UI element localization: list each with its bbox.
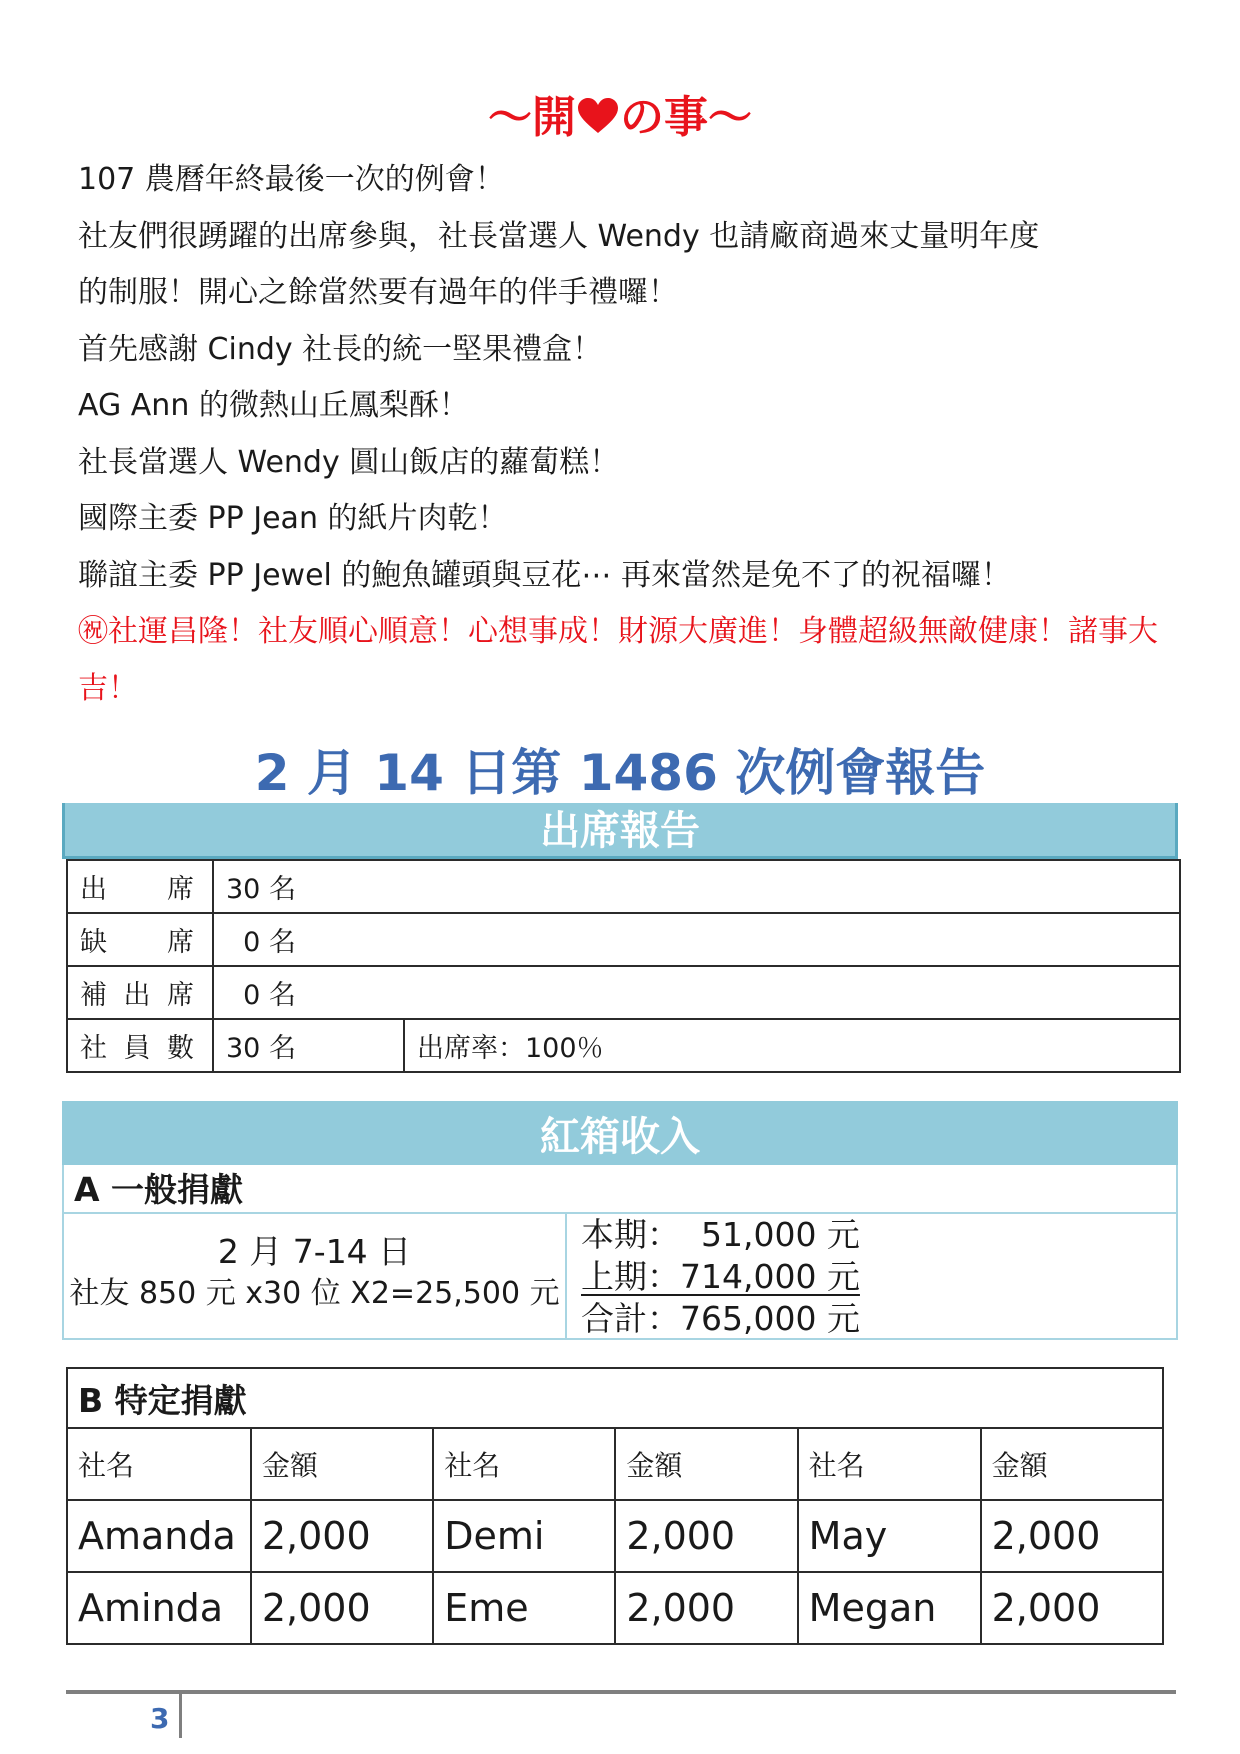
attendance-label: 社 員 數 [67, 1019, 213, 1072]
table-row [67, 1572, 1163, 1644]
attendance-value: 30 名 [213, 860, 1180, 913]
table-row [67, 966, 1180, 1019]
attendance-label: 補 出 席 [67, 966, 213, 1019]
donation-amount: 2,000 [615, 1572, 797, 1644]
title-left: ～開 [488, 92, 576, 143]
donation-amount: 2,000 [981, 1500, 1163, 1572]
attendance-value: 30 名 [213, 1019, 404, 1072]
paragraph-line: 社友們很踴躍的出席參與，社長當選人 Wendy 也請廠商過來丈量明年度 [78, 218, 1040, 254]
column-header: 社名 [67, 1428, 251, 1500]
attendance-header: 出席報告 [62, 803, 1178, 859]
donor-name: May [798, 1500, 981, 1572]
table-row [67, 1019, 1180, 1072]
attendance-label: 出 席 [67, 860, 213, 913]
previous-period-amount: 上期：714,000 元 [581, 1257, 860, 1296]
paragraph-line: 107 農曆年終最後一次的例會！ [78, 162, 505, 197]
paragraph-line: 聯誼主委 PP Jewel 的鮑魚罐頭與豆花⋯ 再來當然是免不了的祝福囉！ [78, 557, 1011, 593]
column-header: 金額 [615, 1428, 797, 1500]
specific-donation-table [66, 1367, 1164, 1645]
donation-date: 2 月 7-14 日 [217, 1232, 412, 1271]
report-title: 2 月 14 日第 1486 次例會報告 [254, 744, 986, 802]
page-number: 3 [150, 1702, 170, 1735]
column-header: 金額 [981, 1428, 1163, 1500]
donor-name: Eme [433, 1572, 615, 1644]
table-header-row [67, 1428, 1163, 1500]
specific-donation-title: B 特定捐獻 [67, 1368, 1163, 1428]
paragraph-line: 社長當選人 Wendy 圓山飯店的蘿蔔糕！ [78, 444, 620, 480]
footer-divider [66, 1690, 1176, 1694]
donor-name: Megan [798, 1572, 981, 1644]
donation-calculation: 社友 850 元 x30 位 X2=25,500 元 [69, 1276, 560, 1311]
donation-totals [581, 1214, 860, 1340]
donation-amount: 2,000 [615, 1500, 797, 1572]
table-row [67, 860, 1180, 913]
column-header: 金額 [251, 1428, 433, 1500]
attendance-rate: 出席率：100％ [404, 1019, 1180, 1072]
donor-name: Demi [433, 1500, 615, 1572]
table-row [67, 913, 1180, 966]
donation-amount: 2,000 [251, 1572, 433, 1644]
donation-amount: 2,000 [251, 1500, 433, 1572]
general-donation-title: A 一般捐獻 [64, 1165, 1176, 1214]
red-box-header: 紅箱收入 [62, 1101, 1178, 1165]
attendance-label: 缺 席 [67, 913, 213, 966]
donation-period [64, 1214, 567, 1338]
heart-icon [578, 90, 618, 150]
paragraph-line: 國際主委 PP Jean 的紙片肉乾！ [78, 501, 508, 536]
attendance-table [66, 859, 1181, 1073]
donation-amount: 2,000 [981, 1572, 1163, 1644]
page-number-divider [179, 1694, 182, 1738]
blessing-text: ㊗社運昌隆！社友順心順意！心想事成！財源大廣進！身體超級無敵健康！諸事大吉！ [78, 614, 1158, 706]
title-right: の事～ [620, 92, 752, 143]
table-row [67, 1500, 1163, 1572]
donor-name: Amanda [67, 1500, 251, 1572]
article-body [78, 152, 1168, 717]
page-title [0, 88, 1240, 150]
paragraph-line: 的制服！開心之餘當然要有過年的伴手禮囉！ [78, 275, 678, 310]
paragraph-line: AG Ann 的微熱山丘鳳梨酥！ [78, 388, 469, 423]
general-donation-box [62, 1165, 1178, 1340]
donor-name: Aminda [67, 1572, 251, 1644]
attendance-value: 0 名 [213, 913, 1180, 966]
total-amount: 合計：765,000 元 [581, 1299, 860, 1338]
attendance-value: 0 名 [213, 966, 1180, 1019]
paragraph-line: 首先感謝 Cindy 社長的統一堅果禮盒！ [78, 331, 603, 367]
column-header: 社名 [798, 1428, 981, 1500]
current-period-amount: 本期： 51,000 元 [581, 1215, 860, 1254]
column-header: 社名 [433, 1428, 615, 1500]
